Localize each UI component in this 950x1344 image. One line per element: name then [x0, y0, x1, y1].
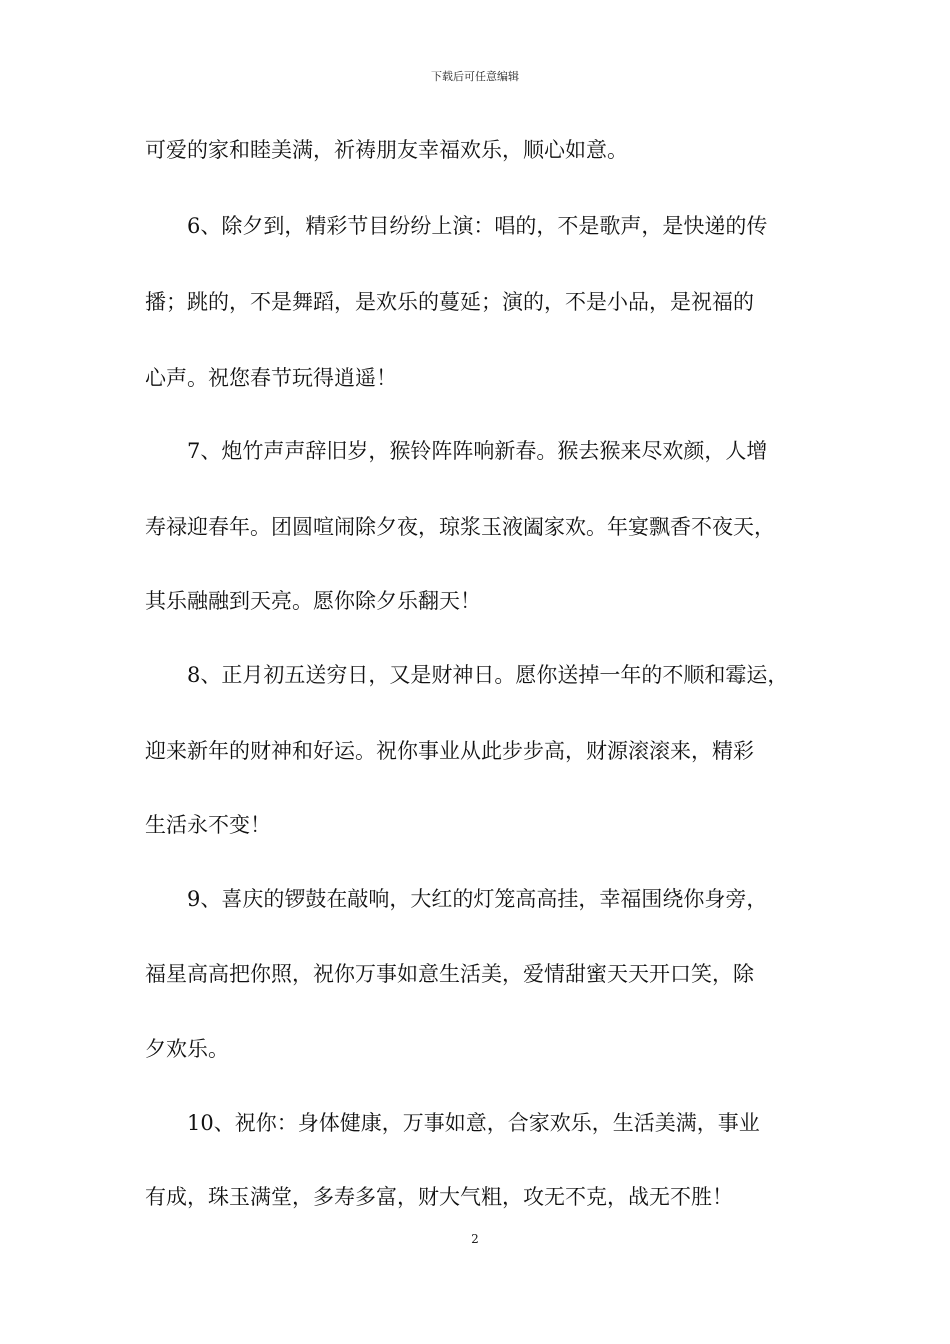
text-line: 迎来新年的财神和好运。祝你事业从此步步高，财源滚滚来，精彩	[145, 739, 754, 763]
text-line: 心声。祝您春节玩得逍遥！	[145, 366, 397, 390]
page-header: 下载后可任意编辑	[431, 70, 519, 83]
text-line: 播；跳的，不是舞蹈，是欢乐的蔓延；演的，不是小品，是祝福的	[145, 290, 754, 314]
text-line: 其乐融融到天亮。愿你除夕乐翻天！	[145, 589, 481, 613]
page-number: 2	[471, 1232, 479, 1246]
text-line: 7、炮竹声声辞旧岁，猴铃阵阵响新春。猴去猴来尽欢颜，人增	[145, 439, 768, 463]
text-line: 有成，珠玉满堂，多寿多富，财大气粗，攻无不克，战无不胜！	[145, 1185, 733, 1209]
text-line: 可爱的家和睦美满，祈祷朋友幸福欢乐，顺心如意。	[145, 138, 628, 162]
text-line: 生活永不变！	[145, 813, 271, 837]
text-line: 10、祝你：身体健康，万事如意，合家欢乐，生活美满，事业	[145, 1111, 760, 1135]
text-line: 8、正月初五送穷日，又是财神日。愿你送掉一年的不顺和霉运，	[145, 663, 789, 687]
text-line: 寿禄迎春年。团圆喧闹除夕夜，琼浆玉液阖家欢。年宴飘香不夜天，	[145, 515, 775, 539]
text-line: 夕欢乐。	[145, 1037, 229, 1061]
text-line: 6、除夕到，精彩节目纷纷上演：唱的，不是歌声，是快递的传	[145, 214, 768, 238]
text-line: 福星高高把你照，祝你万事如意生活美，爱情甜蜜天天开口笑，除	[145, 962, 754, 986]
text-line: 9、喜庆的锣鼓在敲响，大红的灯笼高高挂，幸福围绕你身旁，	[145, 887, 768, 911]
